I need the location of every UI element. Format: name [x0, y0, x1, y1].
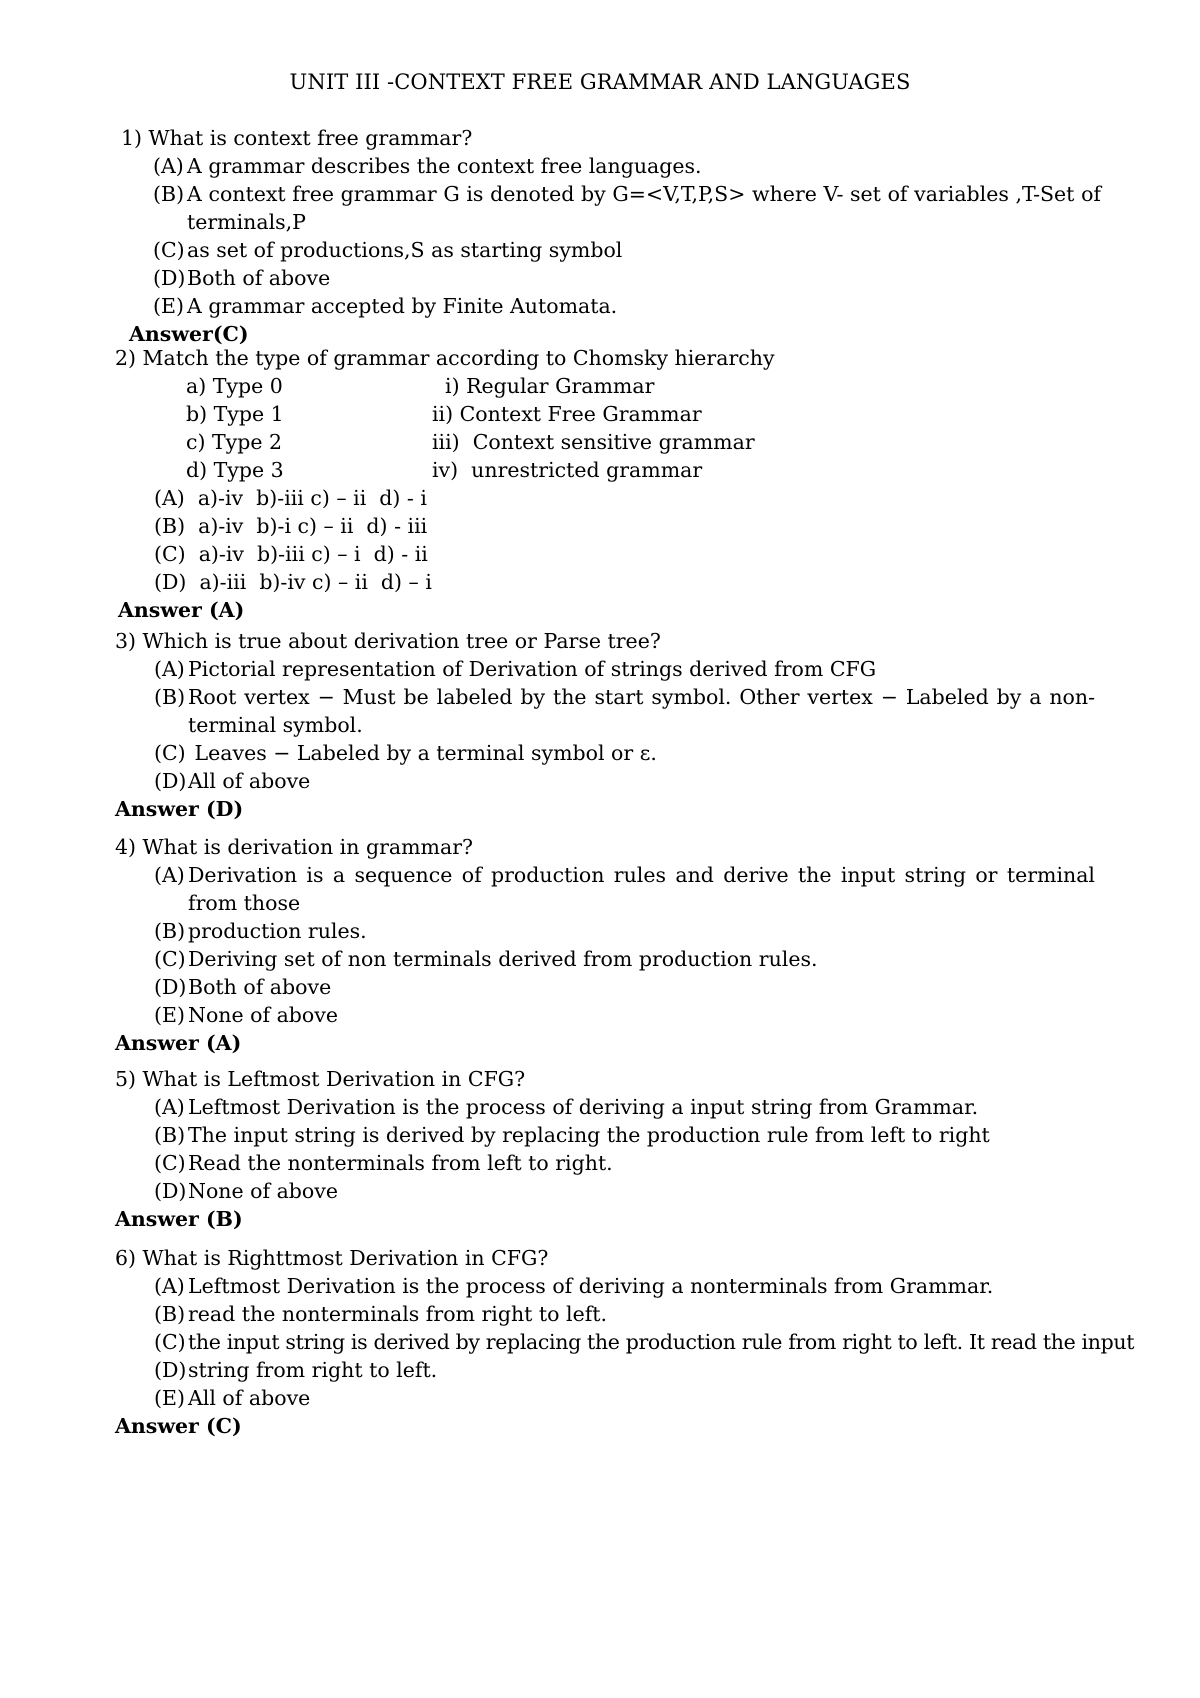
question-3-option-d: [115, 767, 1095, 795]
option-text: A grammar describes the context free languages.: [187, 154, 702, 178]
option-text: Root vertex − Must be labeled by the start symbol. Other vertex − Labeled by a non-terminal symbol.: [188, 685, 1095, 737]
question-4-option-c: [115, 945, 1095, 973]
option-text: The input string is derived by replacing the production rule from left to right: [188, 1123, 990, 1147]
question-1-option-a: [121, 152, 1101, 180]
question-1: [121, 124, 1101, 348]
option-label: (C): [154, 947, 186, 971]
question-5-option-a: [115, 1093, 1095, 1121]
option-text: the input string is derived by replacing the production rule from right to left. It read the input: [188, 1330, 1135, 1354]
question-2-text: 2) Match the type of grammar according to Chomsky hierarchy: [115, 346, 775, 370]
option-label: (A): [154, 657, 185, 681]
question-6: [115, 1244, 1135, 1440]
question-6-option-c: [115, 1328, 1135, 1356]
match-row: [115, 456, 1095, 484]
option-text: Deriving set of non terminals derived from production rules.: [188, 947, 818, 971]
question-3-option-b: [115, 683, 1095, 739]
match-right: ii) Context Free Grammar: [432, 402, 702, 426]
page-title: UNIT III -CONTEXT FREE GRAMMAR AND LANGUAGES: [289, 70, 911, 94]
option-label: (C): [154, 1330, 186, 1354]
question-4-text: 4) What is derivation in grammar?: [115, 835, 473, 859]
match-left: d) Type 3: [186, 458, 284, 482]
match-left: a) Type 0: [186, 374, 283, 398]
match-row: [115, 428, 1095, 456]
question-4-option-e: [115, 1001, 1095, 1029]
option-text: Leftmost Derivation is the process of deriving a input string from Grammar.: [188, 1095, 979, 1119]
option-label: (B): [153, 182, 185, 206]
question-6-option-e: [115, 1384, 1095, 1412]
option-label: (E): [153, 294, 184, 318]
option-label: (B): [154, 685, 186, 709]
option-text: None of above: [188, 1179, 338, 1203]
question-2-option-b: (B) a)-iv b)-i c) – ii d) - iii: [154, 514, 428, 538]
option-label: (C): [154, 741, 186, 765]
question-1-option-e: [121, 292, 1101, 320]
option-label: (E): [154, 1003, 185, 1027]
option-text: Leftmost Derivation is the process of deriving a nonterminals from Grammar.: [188, 1274, 994, 1298]
option-text: Leaves − Labeled by a terminal symbol or ε.: [188, 741, 657, 765]
question-5-option-d: [115, 1177, 1095, 1205]
option-label: (D): [154, 769, 187, 793]
question-3: [115, 627, 1095, 823]
option-text: Both of above: [188, 975, 332, 999]
question-5-option-b: [115, 1121, 1095, 1149]
question-2-answer: Answer (A): [118, 598, 245, 622]
question-1-option-c: [121, 236, 1101, 264]
question-5-text: 5) What is Leftmost Derivation in CFG?: [115, 1067, 526, 1091]
option-label: (E): [154, 1386, 185, 1410]
question-5-answer: Answer (B): [115, 1207, 243, 1231]
question-5: [115, 1065, 1095, 1233]
question-4-option-d: [115, 973, 1095, 1001]
option-text: All of above: [188, 769, 311, 793]
match-left: b) Type 1: [186, 402, 284, 426]
question-1-option-b: [121, 180, 1101, 236]
option-label: (D): [153, 266, 186, 290]
option-label: (A): [154, 1274, 185, 1298]
question-2: [115, 344, 1095, 624]
question-1-text: 1) What is context free grammar?: [121, 126, 473, 150]
option-text: None of above: [188, 1003, 338, 1027]
question-6-option-d: [115, 1356, 1095, 1384]
match-right: i) Regular Grammar: [432, 374, 655, 398]
match-right: iv) unrestricted grammar: [432, 458, 703, 482]
option-text: Read the nonterminals from left to right.: [188, 1151, 613, 1175]
match-left: c) Type 2: [186, 430, 283, 454]
option-label: (B): [154, 1123, 186, 1147]
question-6-answer: Answer (C): [115, 1414, 242, 1438]
option-text: Pictorial representation of Derivation of strings derived from CFG: [188, 657, 877, 681]
option-label: (A): [153, 154, 184, 178]
option-label: (C): [154, 1151, 186, 1175]
question-6-option-a: [115, 1272, 1095, 1300]
question-6-text: 6) What is Righttmost Derivation in CFG?: [115, 1246, 549, 1270]
option-text: Both of above: [187, 266, 331, 290]
question-4-answer: Answer (A): [115, 1031, 242, 1055]
question-3-option-c: [115, 739, 1095, 767]
option-text: read the nonterminals from right to left.: [188, 1302, 608, 1326]
option-text: A grammar accepted by Finite Automata.: [187, 294, 618, 318]
question-5-option-c: [115, 1149, 1095, 1177]
option-text: Derivation is a sequence of production rules and derive the input string or terminal from those: [188, 863, 1095, 915]
question-3-option-a: [115, 655, 1095, 683]
option-label: (A): [154, 1095, 185, 1119]
question-2-option-d: (D) a)-iii b)-iv c) – ii d) – i: [154, 570, 432, 594]
option-text: as set of productions,S as starting symbol: [187, 238, 623, 262]
option-label: (B): [154, 919, 186, 943]
option-label: (D): [154, 975, 187, 999]
match-right: iii) Context sensitive grammar: [432, 430, 755, 454]
option-label: (D): [154, 1179, 187, 1203]
question-2-option-c: (C) a)-iv b)-iii c) – i d) - ii: [154, 542, 428, 566]
option-label: (B): [154, 1302, 186, 1326]
option-text: string from right to left.: [188, 1358, 438, 1382]
option-text: A context free grammar G is denoted by G=<V,T,P,S> where V- set of variables ,T-Set of terminals,P: [187, 182, 1101, 234]
question-6-option-b: [115, 1300, 1095, 1328]
option-label: (D): [154, 1358, 187, 1382]
question-4-option-b: [115, 917, 1095, 945]
question-1-answer: Answer(C): [129, 322, 249, 346]
option-label: (A): [154, 863, 185, 887]
question-4-option-a: [115, 861, 1095, 917]
question-3-text: 3) Which is true about derivation tree or Parse tree?: [115, 629, 661, 653]
option-text: All of above: [188, 1386, 311, 1410]
question-2-option-a: (A) a)-iv b)-iii c) – ii d) - i: [154, 486, 427, 510]
option-text: production rules.: [188, 919, 367, 943]
match-row: [115, 372, 1095, 400]
option-label: (C): [153, 238, 185, 262]
question-4: [115, 833, 1095, 1057]
question-3-answer: Answer (D): [115, 797, 244, 821]
match-row: [115, 400, 1095, 428]
question-1-option-d: [121, 264, 1101, 292]
